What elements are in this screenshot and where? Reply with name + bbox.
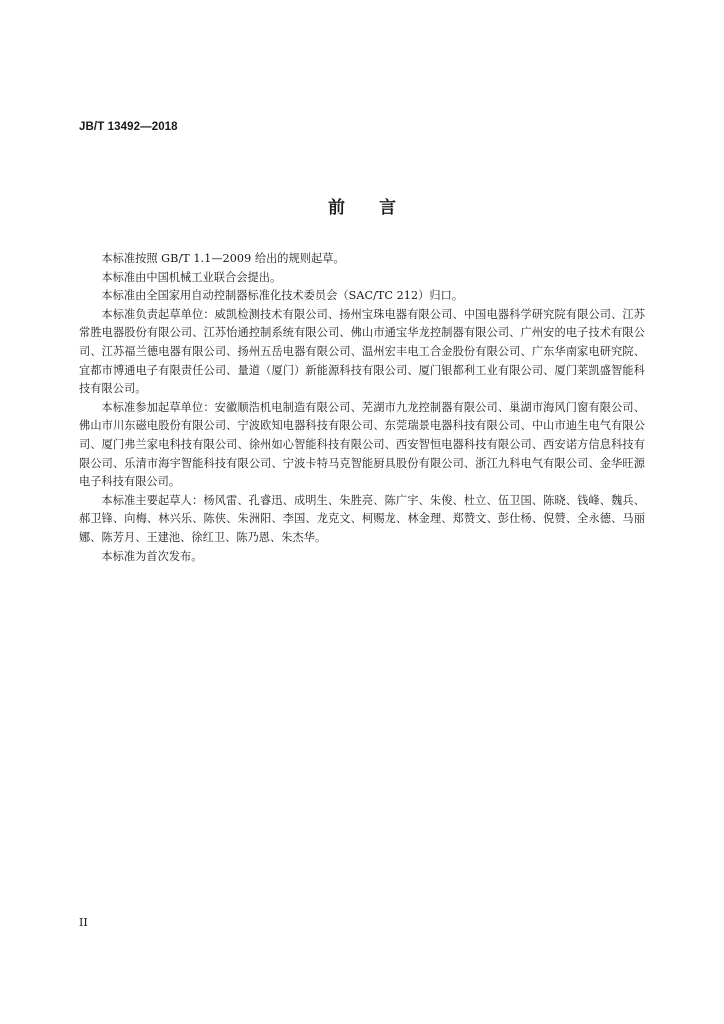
title-char-2: 言 — [379, 198, 396, 218]
paragraph-proposer: 本标准由中国机械工业联合会提出。 — [101, 270, 282, 284]
foreword-body — [79, 250, 645, 566]
paragraph-committee: 本标准由全国家用自动控制器标准化技术委员会（SAC/TC 212）归口。 — [101, 289, 464, 303]
standard-number: JB/T 13492—2018 — [79, 121, 178, 133]
paragraph-first-release: 本标准为首次发布。 — [101, 549, 203, 563]
paragraph-participating-drafters: 本标准参加起草单位：安徽顺浩机电制造有限公司、芜湖市九龙控制器有限公司、巢湖市海风门窗有限公司、佛山市川东磁电股份有限公司、宁波欧知电器科技有限公司、东莞瑞景电器科技有限公司、中山市迪生电气有限公司、厦门弗兰家电科技有限公司、徐州如心智能科技有限公司、西安智恒电器科技有限公司、西安诺方信息科技有限公司、乐清市海宇智能科技有限公司、宁波卡特马克智能厨具股份有限公司、浙江九科电气有限公司、金华旺源电子科技有限公司。 — [79, 400, 645, 489]
paragraph-drafting-rules: 本标准按照 GB/T 1.1—2009 给出的规则起草。 — [101, 252, 345, 265]
page-number: II — [79, 916, 88, 929]
page-title — [0, 193, 724, 218]
title-char-1: 前 — [328, 198, 345, 218]
paragraph-main-drafters: 本标准主要起草人：杨风雷、孔睿迅、成明生、朱胜亮、陈广宇、朱俊、杜立、伍卫国、陈晓、钱峰、魏兵、郝卫锋、向梅、林兴乐、陈侠、朱洲阳、李国、龙克文、柯赐龙、林金理、郑赞文、彭仕杨、倪赞、全永德、马丽娜、陈芳月、王建池、徐红卫、陈乃恩、朱杰华。 — [79, 493, 645, 544]
paragraph-lead-drafters: 本标准负责起草单位：威凯检测技术有限公司、扬州宝珠电器有限公司、中国电器科学研究院有限公司、江苏常胜电器股份有限公司、江苏怡通控制系统有限公司、佛山市通宝华龙控制器有限公司、广州安的电子技术有限公司、江苏福兰德电器有限公司、扬州五岳电器有限公司、温州宏丰电工合金股份有限公司、广东华南家电研究院、宜都市博通电子有限责任公司、量道（厦门）新能源科技有限公司、厦门银都利工业有限公司、厦门莱凯盛智能科技有限公司。 — [79, 307, 645, 396]
